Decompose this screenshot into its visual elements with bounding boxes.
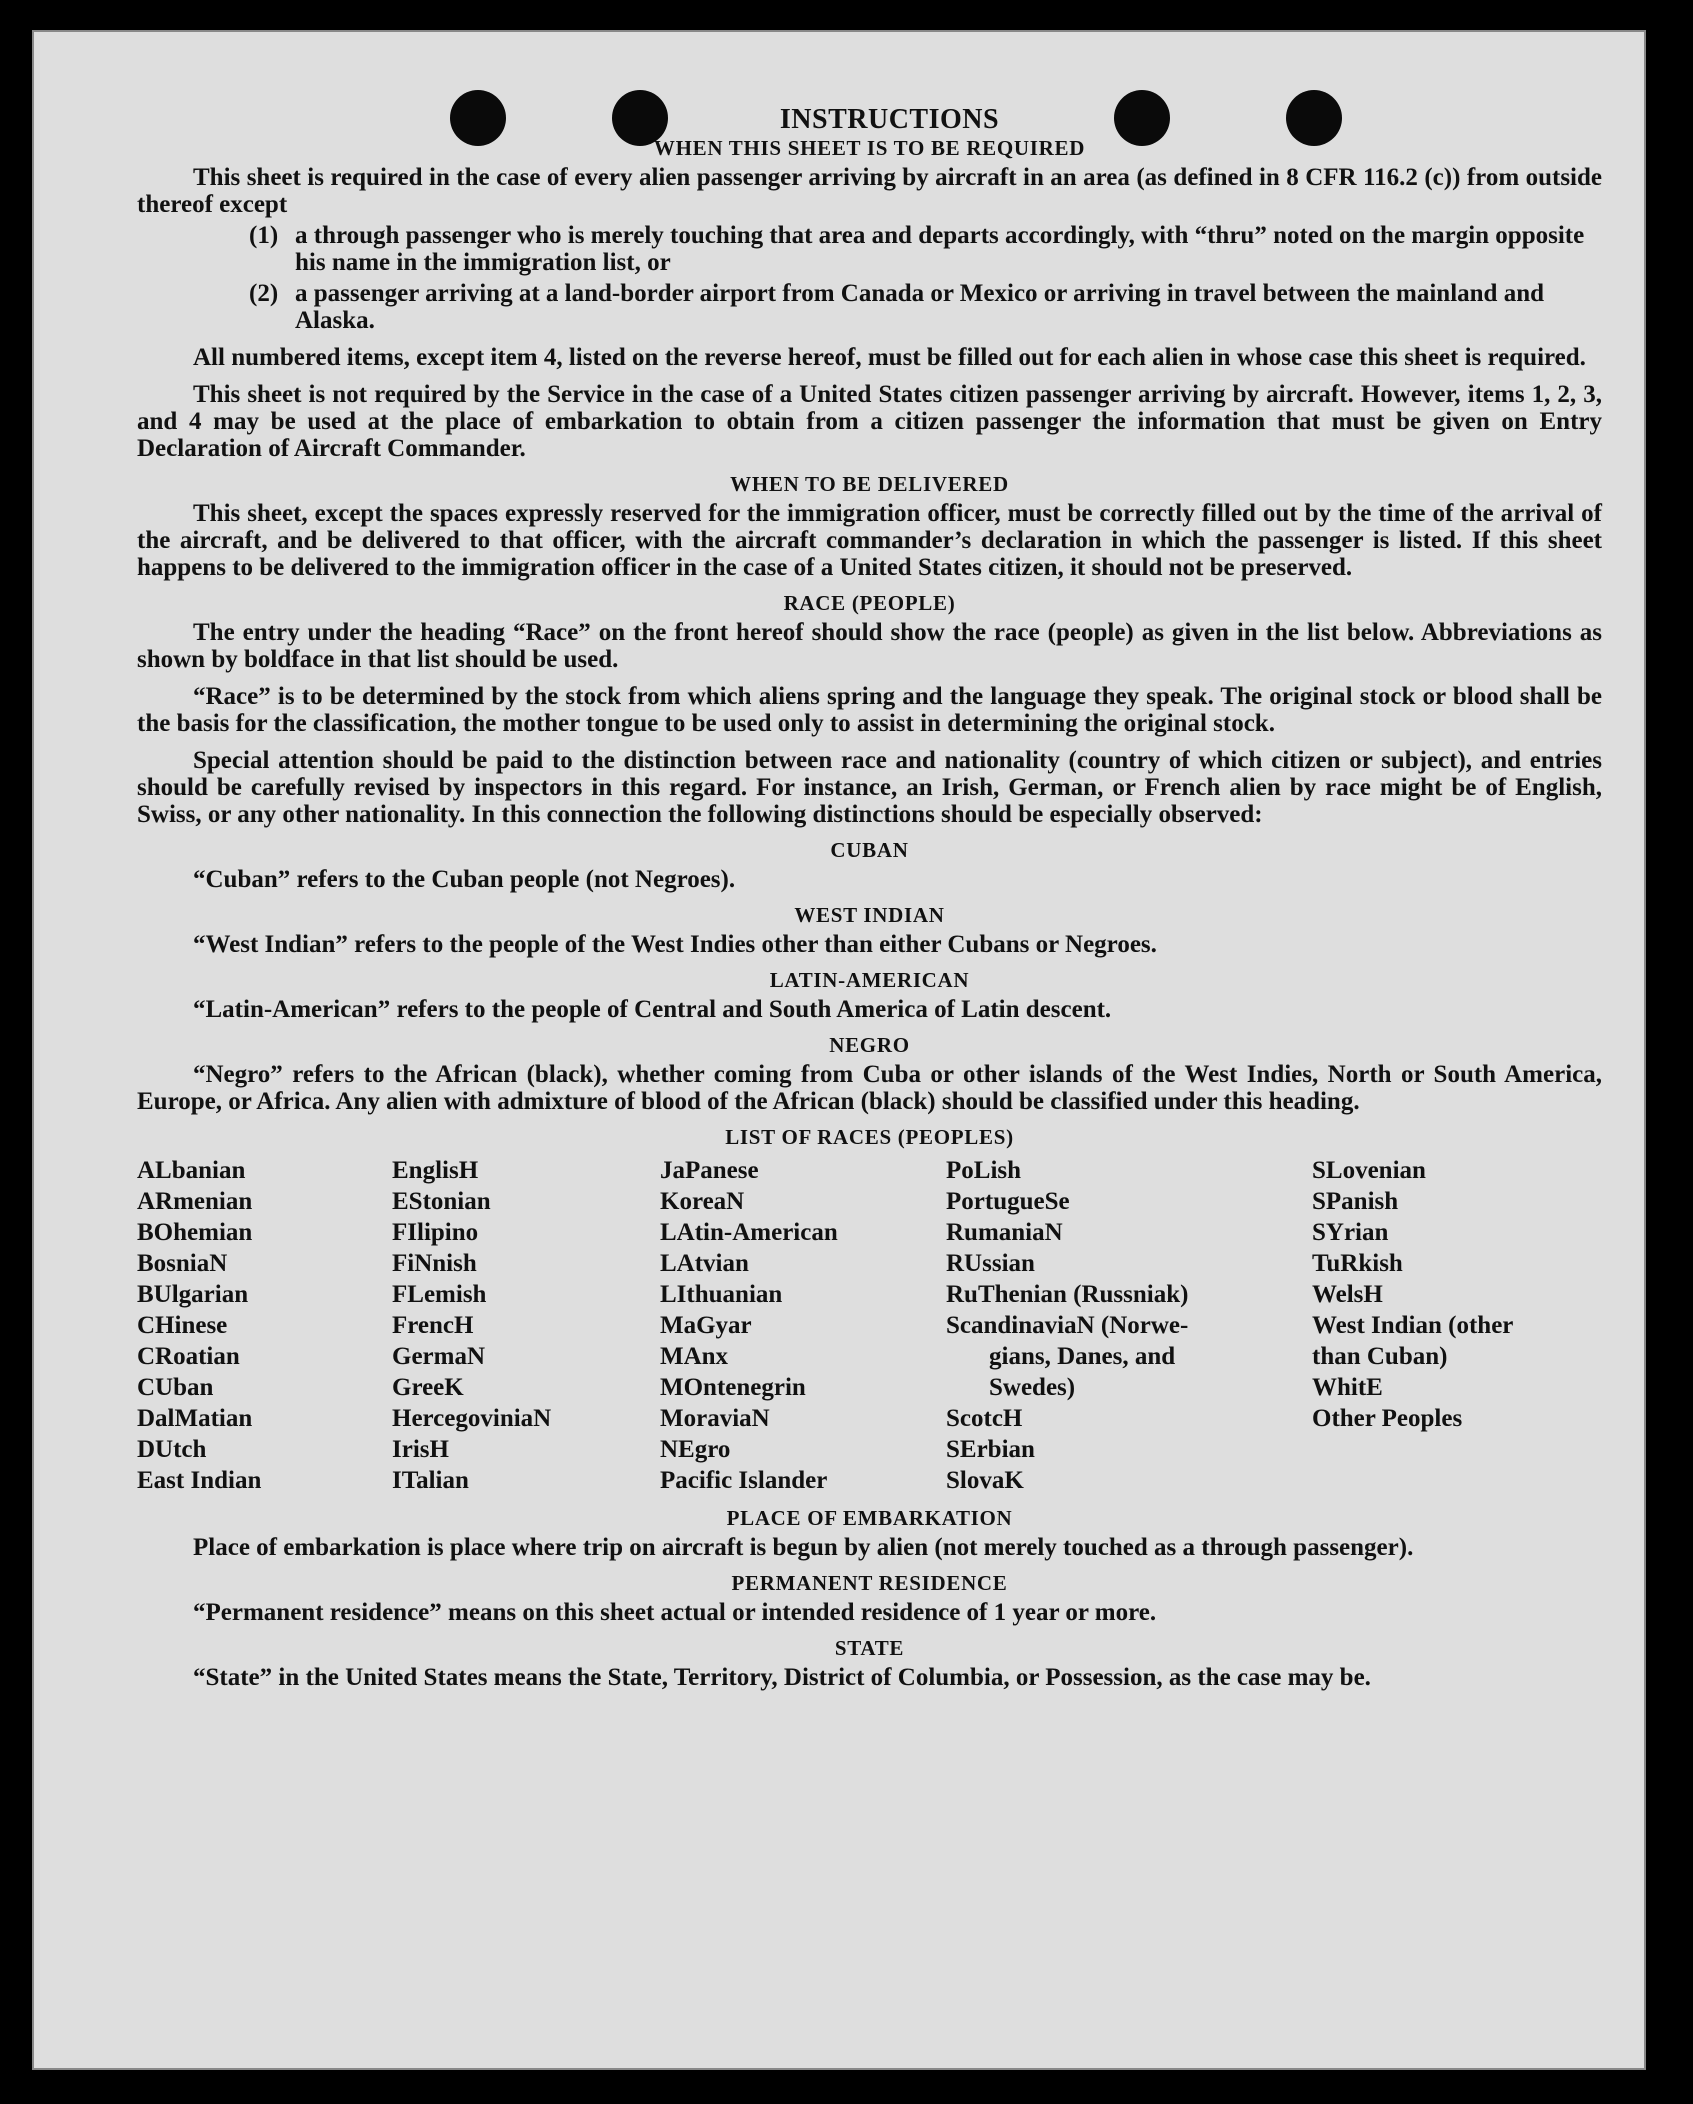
- paragraph: “Latin-American” refers to the people of Central and South America of Latin descent.: [193, 996, 1112, 1023]
- race-entry: GermaN: [392, 1343, 486, 1370]
- race-entry: BUlgarian: [137, 1281, 249, 1308]
- race-entry: MoraviaN: [660, 1405, 770, 1432]
- page-title: INSTRUCTIONS: [779, 104, 1000, 135]
- race-entry: WelsH: [1312, 1281, 1383, 1308]
- race-entry: KoreaN: [660, 1188, 745, 1215]
- item-text: a through passenger who is merely touching that area and departs accordingly, with “thru” noted on the margin opposite his name in the immigration list, or: [295, 222, 1585, 276]
- race-entry: LIthuanian: [660, 1281, 783, 1308]
- paragraph: Place of embarkation is place where trip on aircraft is begun by alien (not merely touched as a through passenger).: [193, 1534, 1414, 1561]
- race-entry: RumaniaN: [946, 1219, 1063, 1246]
- section-heading: PLACE OF EMBARKATION: [726, 1506, 1013, 1530]
- race-column: [392, 1155, 660, 1496]
- race-entry: LAtvian: [660, 1250, 749, 1277]
- section-heading: WHEN TO BE DELIVERED: [730, 472, 1009, 496]
- race-entry: MAnx: [660, 1343, 729, 1370]
- race-entry: PoLish: [946, 1157, 1022, 1184]
- race-entry: SYrian: [1312, 1219, 1389, 1246]
- race-entry: ITalian: [392, 1467, 469, 1494]
- race-entry: FrencH: [392, 1312, 474, 1339]
- race-entry: BOhemian: [137, 1219, 253, 1246]
- race-entry: TuRkish: [1312, 1250, 1403, 1277]
- section-heading: LIST OF RACES (PEOPLES): [725, 1125, 1014, 1149]
- race-entry: EStonian: [392, 1188, 491, 1215]
- paragraph: “State” in the United States means the State, Territory, District of Columbia, or Possession, as the case may be.: [193, 1664, 1371, 1691]
- race-entry: SlovaK: [946, 1467, 1024, 1494]
- section-heading: PERMANENT RESIDENCE: [731, 1571, 1008, 1595]
- race-entry: FIlipino: [392, 1219, 479, 1246]
- race-entry: Swedes): [989, 1374, 1076, 1401]
- paragraph: “Race” is to be determined by the stock from which aliens spring and the language they speak. The original stock or blood shall be the basis for the classification, the mother tongue to be used only to assist in determining the original stock.: [137, 683, 1602, 737]
- item-text: a passenger arriving at a land-border airport from Canada or Mexico or arriving in travel between the mainland and Alaska.: [295, 280, 1545, 334]
- race-entry: SErbian: [946, 1436, 1035, 1463]
- race-column: [946, 1155, 1312, 1496]
- race-entry: Pacific Islander: [660, 1467, 828, 1494]
- race-entry: West Indian (other: [1312, 1312, 1514, 1339]
- race-entry: than Cuban): [1312, 1343, 1448, 1370]
- race-entry: HercegoviniaN: [392, 1405, 552, 1432]
- paragraph: Special attention should be paid to the distinction between race and nationality (country of which citizen or subject), and entries should be carefully revised by inspectors in this regard. For instance, an Irish, German, or French alien by race might be of English, Swiss, or any other nationality. In this connection the following distinctions should be especially observed:: [137, 747, 1602, 828]
- race-entry: EnglisH: [392, 1157, 479, 1184]
- race-entry: CHinese: [137, 1312, 228, 1339]
- race-entry: ARmenian: [137, 1188, 253, 1215]
- race-entry: IrisH: [392, 1436, 449, 1463]
- race-entry: gians, Danes, and: [989, 1343, 1176, 1370]
- paragraph: “Negro” refers to the African (black), whether coming from Cuba or other islands of the West Indies, North or South America, Europe, or Africa. Any alien with admixture of blood of the African (black) should be classified under this heading.: [137, 1061, 1602, 1115]
- item-number: (2): [249, 280, 279, 307]
- paragraph: All numbered items, except item 4, listed on the reverse hereof, must be filled out for each alien in whose case this sheet is required.: [193, 344, 1586, 371]
- section-heading: RACE (PEOPLE): [783, 591, 956, 615]
- list-item: [249, 222, 1602, 276]
- race-entry: Other Peoples: [1312, 1405, 1463, 1432]
- section-heading: NEGRO: [829, 1033, 910, 1057]
- paragraph: The entry under the heading “Race” on the front hereof should show the race (people) as given in the list below. Abbreviations as shown by boldface in that list should be used.: [137, 619, 1602, 673]
- paragraph: This sheet is required in the case of every alien passenger arriving by aircraft in an area (as defined in 8 CFR 116.2 (c)) from outside thereof except: [137, 164, 1602, 218]
- race-entry: FiNnish: [392, 1250, 477, 1277]
- race-entry: SPanish: [1312, 1188, 1399, 1215]
- paragraph: This sheet is not required by the Service in the case of a United States citizen passenger arriving by aircraft. However, items 1, 2, 3, and 4 may be used at the place of embarkation to obtain from a citizen passenger the information that must be given on Entry Declaration of Aircraft Commander.: [137, 381, 1602, 462]
- race-entry: ScotcH: [946, 1405, 1023, 1432]
- paragraph: “Cuban” refers to the Cuban people (not Negroes).: [193, 866, 736, 893]
- race-column: [660, 1155, 946, 1496]
- race-entry: NEgro: [660, 1436, 731, 1463]
- race-entry: CUban: [137, 1374, 214, 1401]
- race-entry: MaGyar: [660, 1312, 752, 1339]
- race-entry: East Indian: [137, 1467, 262, 1494]
- race-entry: DalMatian: [137, 1405, 253, 1432]
- race-entry: JaPanese: [660, 1157, 759, 1184]
- race-entry: MOntenegrin: [660, 1374, 806, 1401]
- instructions-content: [137, 104, 1602, 1691]
- document-page: [32, 30, 1646, 2070]
- race-entry: ALbanian: [137, 1157, 246, 1184]
- list-item: [249, 280, 1602, 334]
- race-list: [137, 1155, 1602, 1496]
- paragraph: This sheet, except the spaces expressly reserved for the immigration officer, must be correctly filled out by the time of the arrival of the aircraft, and be delivered to that officer, with the aircraft commander’s declaration in which the passenger is listed. If this sheet happens to be delivered to the immigration officer in the case of a United States citizen, it should not be preserved.: [137, 500, 1602, 581]
- paragraph: “Permanent residence” means on this sheet actual or intended residence of 1 year or more.: [193, 1599, 1157, 1626]
- section-heading: WHEN THIS SHEET IS TO BE REQUIRED: [653, 136, 1086, 160]
- race-entry: WhitE: [1312, 1374, 1383, 1401]
- section-heading: WEST INDIAN: [794, 903, 945, 927]
- race-entry: RuThenian (Russniak): [946, 1281, 1189, 1308]
- section-heading: LATIN-AMERICAN: [769, 968, 970, 992]
- paragraph: “West Indian” refers to the people of the West Indies other than either Cubans or Negroes.: [193, 931, 1157, 958]
- section-heading: CUBAN: [830, 838, 909, 862]
- race-entry: BosniaN: [137, 1250, 228, 1277]
- race-entry: RUssian: [946, 1250, 1035, 1277]
- race-entry: PortugueSe: [946, 1188, 1070, 1215]
- race-entry: GreeK: [392, 1374, 464, 1401]
- item-number: (1): [249, 222, 279, 249]
- race-entry: CRoatian: [137, 1343, 240, 1370]
- race-entry: ScandinaviaN (Norwe-: [946, 1312, 1189, 1339]
- race-entry: FLemish: [392, 1281, 487, 1308]
- race-entry: LAtin-American: [660, 1219, 838, 1246]
- race-entry: DUtch: [137, 1436, 207, 1463]
- race-entry: SLovenian: [1312, 1157, 1426, 1184]
- race-column: [1312, 1155, 1602, 1496]
- race-column: [137, 1155, 392, 1496]
- section-heading: STATE: [834, 1636, 905, 1660]
